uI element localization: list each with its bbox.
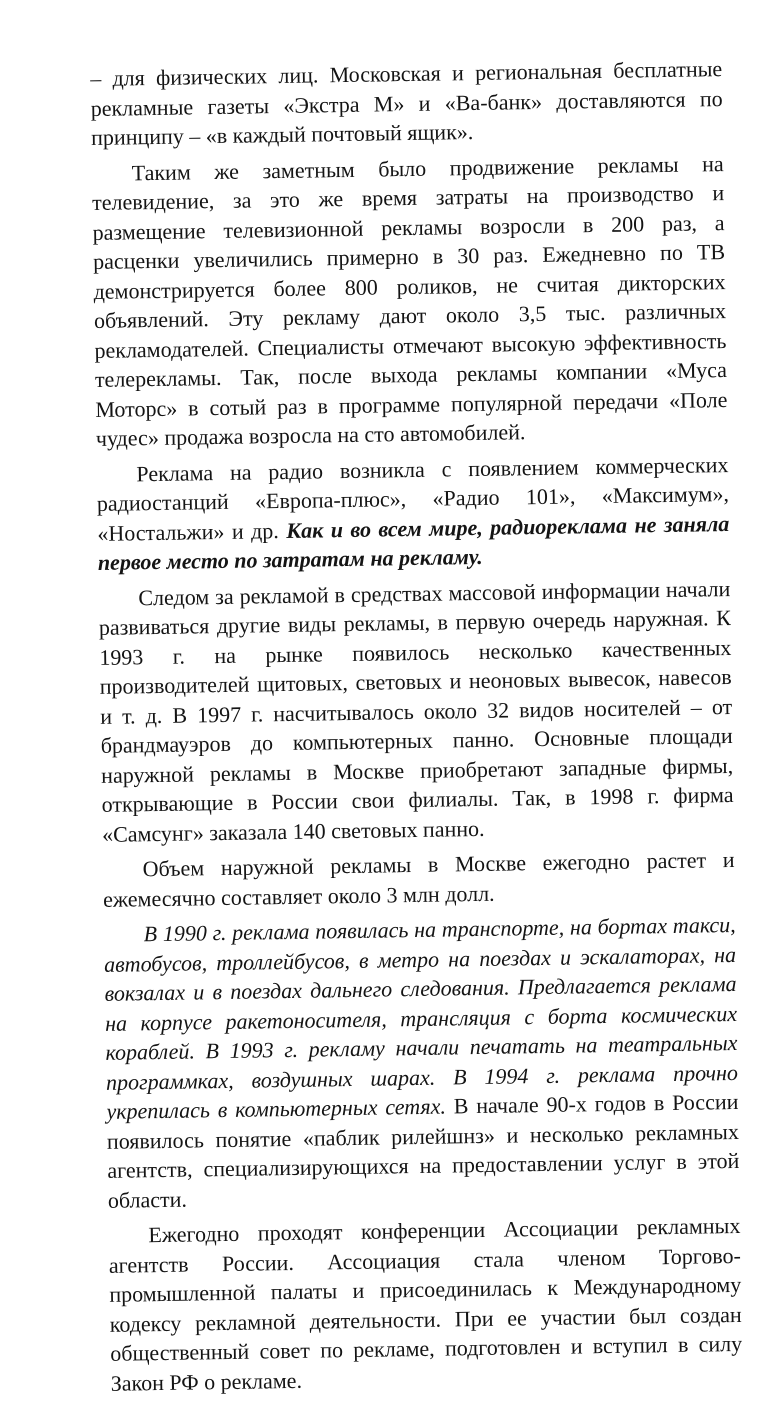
paragraph-4-text: Следом за рекламой в средствах массовой информации начали развиваться другие виды рекламы, в первую очередь наружная. К 1993 г. на рынке появилось несколько качественных производителей щитовых, световых и неоновых вывесок, навесов и т. д. В 1997 г. насчитывалось около 32 видов носителей – от брандмауэров до компьютерных панно. Основные площади наружной рекламы в Москве приобретают западные фирмы, открывающие в России свои филиалы. Так, в 1998 г. фирма «Самсунг» заказала 140 световых панно.	[98, 575, 734, 847]
body-text	[90, 54, 743, 1404]
paragraph-1	[90, 54, 723, 152]
paragraph-7	[108, 1211, 743, 1398]
paragraph-2-text: Таким же заметным было продвижение рекламы на телевидение, за это же время затраты на производство и размещение телевизионной рекламы возросли в 200 раз, а расценки увеличились примерно в 30 раз. Ежедневно по ТВ демонстрируется более 800 роликов, не считая дикторских объявлений. Эту рекламу дают около 3,5 тыс. различных рекламодателей. Специалисты отмечают высокую эффективность телерекламы. Так, после выхода рекламы компании «Муса Моторс» в сотый раз в программе популярной передачи «Поле чудес» продажа возросла на сто автомобилей.	[91, 150, 728, 451]
paragraph-4	[98, 574, 734, 849]
paragraph-2	[91, 149, 728, 454]
paragraph-6-italic: В 1990 г. реклама появилась на транспорте, на бортах такси, автобусов, троллейбусов, в метро на поездах и эскалаторах, на вокзалах и в поездах дальнего следования. Предлагается реклама на корпусе ракетоносителя, трансляция с борта космических кораблей. В 1993 г. рекламу начали печатать на театральных программках, воздушных шарах. В 1994 г. реклама прочно укрепилась в компьютерных сетях.	[103, 911, 739, 1124]
paragraph-3-text: Реклама на радио возникла с появлением коммерческих радиостанций «Европа-плюс», «Радио 101», «Максимум», «Ностальжи» и др.	[96, 451, 730, 546]
paragraph-6	[103, 910, 740, 1215]
paragraph-7-text: Ежегодно проходят конференции Ассоциации рекламных агентств России. Ассоциация стала членом Торгово-промышленной палаты и присоединилась к Международному кодексу рекламной деятельности. При ее участии был создан общественный совет по рекламе, подготовлен и вступил в силу Закон РФ о рекламе.	[108, 1212, 743, 1396]
paragraph-3	[96, 450, 730, 578]
paragraph-5-text: Объем наружной рекламы в Москве ежегодно растет и ежемесячно составляет около 3 млн долл.	[102, 846, 735, 912]
paragraph-3-emphasis: Как и во всем мире, радиореклама не заняла первое место по затратам на рекламу.	[97, 510, 730, 575]
paragraph-6-text: В начале 90-х годов в России появилось понятие «паблик рилейшнз» и несколько рекламных агентств, специализирующихся на предоставлении услуг в этой области.	[106, 1088, 740, 1213]
paragraph-5	[102, 845, 735, 914]
paragraph-1-text: – для физических лиц. Московская и региональная бесплатные рекламные газеты «Экстра М» и «Ва-банк» доставляются по принципу – «в каждый почтовый ящик».	[90, 56, 723, 150]
